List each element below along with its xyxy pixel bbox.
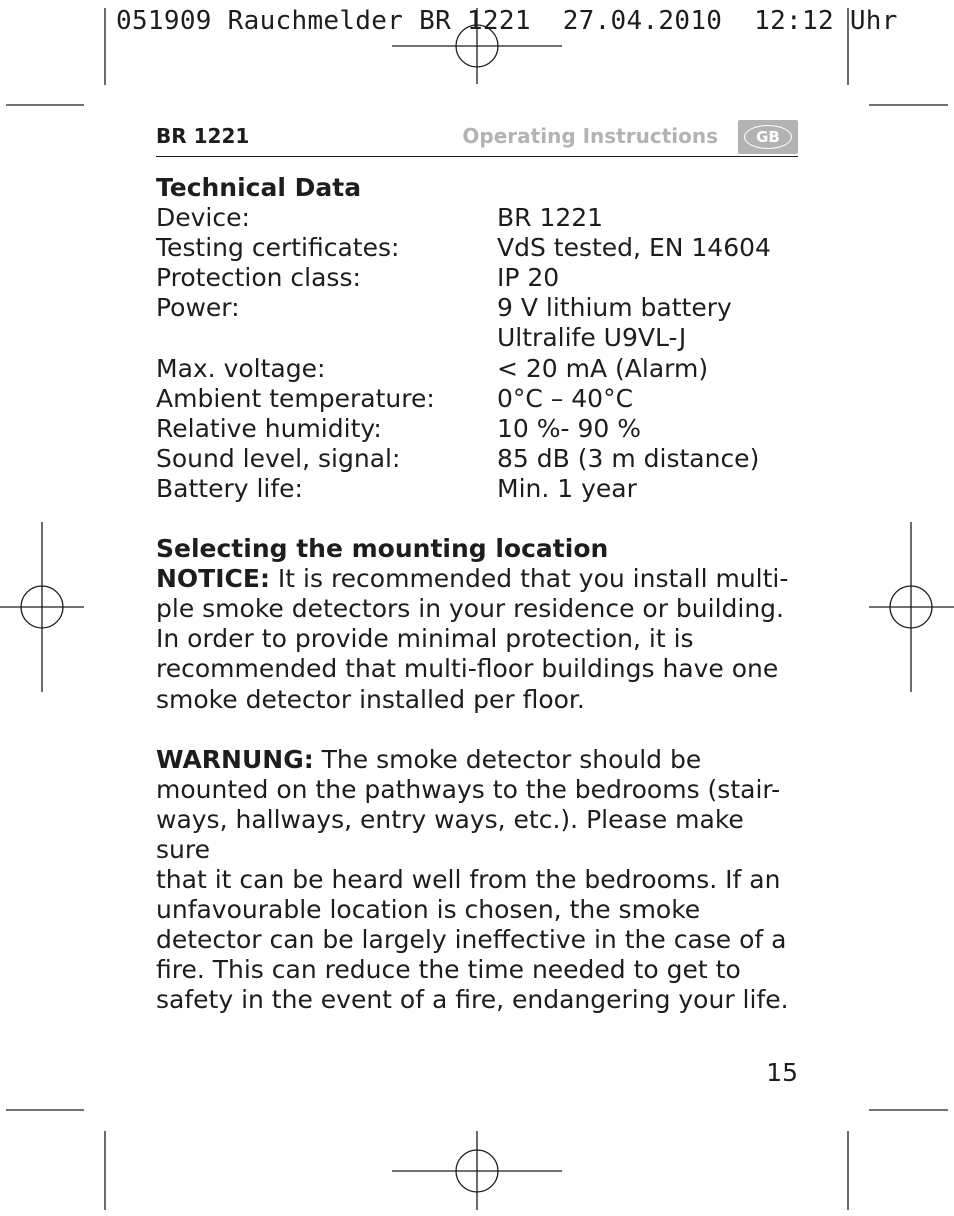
spec-row <box>156 444 802 474</box>
registration-mark-top <box>392 8 562 84</box>
registration-mark-bottom <box>392 1131 562 1210</box>
spec-value: 9 V lithium battery <box>497 293 732 323</box>
warning-text: The smoke detector should be <box>313 744 702 774</box>
notice-line: recommended that multi-floor buildings have one <box>156 654 779 684</box>
registration-mark-right <box>869 522 954 692</box>
notice-line: ple smoke detectors in your residence or building. <box>156 594 785 624</box>
print-slug: 051909 Rauchmelder BR 1221 27.04.2010 12:12 Uhr <box>116 6 898 36</box>
warning-label: WARNUNG: <box>156 744 314 774</box>
spec-value: 85 dB (3 m distance) <box>497 443 760 473</box>
spec-row <box>156 384 802 414</box>
spacer <box>156 715 802 745</box>
spec-row <box>156 233 802 263</box>
model-name: BR 1221 <box>156 124 250 148</box>
language-badge <box>738 120 798 154</box>
warning-line: safety in the event of a fire, endangering your life. <box>156 985 789 1015</box>
spec-value: IP 20 <box>497 263 560 293</box>
warning-line: mounted on the pathways to the bedrooms (stair- <box>156 774 781 804</box>
spec-row <box>156 323 802 353</box>
page-header <box>156 120 798 157</box>
spec-label: Ambient temperature: <box>156 383 435 413</box>
spec-label: Power: <box>156 293 240 323</box>
spec-row <box>156 354 802 384</box>
spec-label <box>156 323 497 353</box>
warning-line: fire. This can reduce the time needed to get to <box>156 955 741 985</box>
spec-value: Ultralife U9VL-J <box>497 323 687 353</box>
technical-data-title: Technical Data <box>156 173 362 202</box>
notice-line: smoke detector installed per floor. <box>156 684 585 714</box>
document-type: Operating Instructions <box>462 124 718 148</box>
spec-value: < 20 mA (Alarm) <box>497 353 709 383</box>
notice-line <box>156 564 802 594</box>
page-content <box>156 173 802 1015</box>
notice-text: It is recommended that you install multi- <box>269 564 789 594</box>
spec-table <box>156 203 802 504</box>
notice-line: In order to provide minimal protection, it is <box>156 624 694 654</box>
spec-value: Min. 1 year <box>497 473 637 503</box>
spec-row <box>156 474 802 504</box>
spec-label: Testing certificates: <box>156 233 400 263</box>
spec-label: Relative humidity: <box>156 413 382 443</box>
spec-value: 0°C – 40°C <box>497 383 634 413</box>
warning-paragraph <box>156 745 802 1016</box>
spec-value: VdS tested, EN 14604 <box>497 233 771 263</box>
spec-row <box>156 203 802 233</box>
warning-line: that it can be heard well from the bedrooms. If an <box>156 864 781 894</box>
spec-label: Device: <box>156 203 250 233</box>
spec-value: BR 1221 <box>497 203 604 233</box>
warning-line: detector can be largely ineffective in the case of a <box>156 925 787 955</box>
spec-row <box>156 414 802 444</box>
spec-row <box>156 263 802 293</box>
spacer <box>156 504 802 534</box>
warning-line: ways, hallways, entry ways, etc.). Please make sure <box>156 804 744 864</box>
notice-paragraph <box>156 564 802 714</box>
spec-label: Max. voltage: <box>156 353 326 383</box>
spec-row <box>156 293 802 323</box>
spec-label: Sound level, signal: <box>156 443 401 473</box>
page-number: 15 <box>766 1058 798 1087</box>
notice-label: NOTICE: <box>156 564 270 594</box>
language-code: GB <box>744 125 792 149</box>
warning-line: unfavourable location is chosen, the smoke <box>156 895 701 925</box>
spec-label: Protection class: <box>156 263 361 293</box>
spec-value: 10 %- 90 % <box>497 413 641 443</box>
mounting-title: Selecting the mounting location <box>156 534 609 564</box>
registration-mark-left <box>0 522 84 692</box>
spec-label: Battery life: <box>156 473 303 503</box>
warning-line <box>156 745 802 775</box>
